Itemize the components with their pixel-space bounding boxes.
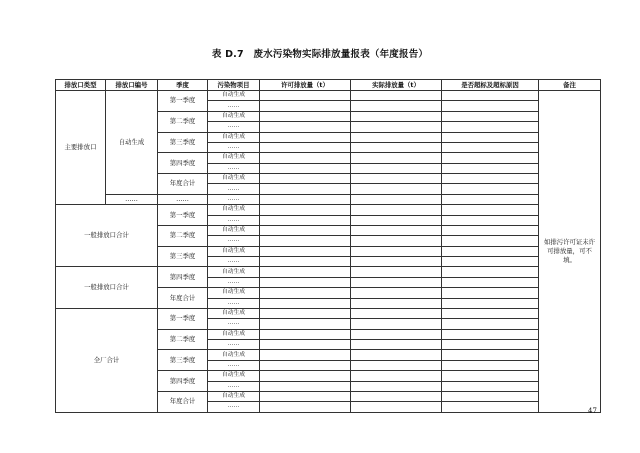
header-pollutant: 污染物项目 bbox=[208, 80, 260, 91]
exceed-cell[interactable] bbox=[442, 184, 539, 194]
permitted-cell[interactable] bbox=[260, 381, 351, 391]
quarter-cell: 第一季度 bbox=[158, 308, 208, 329]
pollutant-cell: …… bbox=[208, 381, 260, 391]
exceed-cell[interactable] bbox=[442, 350, 539, 360]
pollutant-cell: 自动生成 bbox=[208, 153, 260, 163]
permitted-cell[interactable] bbox=[260, 132, 351, 142]
exceed-cell[interactable] bbox=[442, 267, 539, 277]
exceed-cell[interactable] bbox=[442, 101, 539, 111]
pollutant-cell: …… bbox=[208, 122, 260, 132]
permitted-cell[interactable] bbox=[260, 225, 351, 235]
actual-cell[interactable] bbox=[351, 246, 442, 256]
actual-cell[interactable] bbox=[351, 111, 442, 121]
exceed-cell[interactable] bbox=[442, 205, 539, 215]
pollutant-cell: …… bbox=[208, 163, 260, 173]
pollutant-cell: 自动生成 bbox=[208, 205, 260, 215]
permitted-cell[interactable] bbox=[260, 360, 351, 370]
table-title: 表 D.7 废水污染物实际排放量报表（年度报告） bbox=[211, 49, 429, 60]
exceed-cell[interactable] bbox=[442, 215, 539, 225]
table-row bbox=[56, 267, 601, 277]
permitted-cell[interactable] bbox=[260, 91, 351, 101]
exceed-cell[interactable] bbox=[442, 277, 539, 287]
permitted-cell[interactable] bbox=[260, 101, 351, 111]
exceed-cell[interactable] bbox=[442, 308, 539, 318]
table-row bbox=[56, 194, 601, 204]
permitted-cell[interactable] bbox=[260, 205, 351, 215]
exceed-cell[interactable] bbox=[442, 132, 539, 142]
header-outlet-id: 排放口编号 bbox=[106, 80, 158, 91]
pollutant-cell: 自动生成 bbox=[208, 174, 260, 184]
exceed-cell[interactable] bbox=[442, 402, 539, 412]
pollutant-cell: 自动生成 bbox=[208, 91, 260, 101]
pollutant-cell: …… bbox=[208, 277, 260, 287]
emission-report-table bbox=[55, 79, 601, 413]
pollutant-cell: 自动生成 bbox=[208, 350, 260, 360]
quarter-cell: 年度合计 bbox=[158, 288, 208, 309]
exceed-cell[interactable] bbox=[442, 340, 539, 350]
permitted-cell[interactable] bbox=[260, 277, 351, 287]
pollutant-cell: 自动生成 bbox=[208, 308, 260, 318]
actual-cell[interactable] bbox=[351, 402, 442, 412]
section-plant-total: 全厂合计 bbox=[56, 308, 158, 412]
pollutant-cell: …… bbox=[208, 257, 260, 267]
section-general-a: 一般排放口合计 bbox=[56, 205, 158, 267]
pollutant-cell: …… bbox=[208, 298, 260, 308]
permitted-cell[interactable] bbox=[260, 142, 351, 152]
actual-cell[interactable] bbox=[351, 371, 442, 381]
quarter-cell: 第三季度 bbox=[158, 246, 208, 267]
permitted-cell[interactable] bbox=[260, 194, 351, 204]
pollutant-cell: 自动生成 bbox=[208, 267, 260, 277]
quarter-cell: 第一季度 bbox=[158, 205, 208, 226]
exceed-cell[interactable] bbox=[442, 329, 539, 339]
exceed-cell[interactable] bbox=[442, 360, 539, 370]
quarter-cell: 年度合计 bbox=[158, 391, 208, 412]
permitted-cell[interactable] bbox=[260, 402, 351, 412]
actual-cell[interactable] bbox=[351, 360, 442, 370]
outlet-id-auto: 自动生成 bbox=[106, 91, 158, 195]
pollutant-cell: …… bbox=[208, 360, 260, 370]
pollutant-cell: 自动生成 bbox=[208, 391, 260, 401]
pollutant-cell: 自动生成 bbox=[208, 225, 260, 235]
actual-cell[interactable] bbox=[351, 215, 442, 225]
permitted-cell[interactable] bbox=[260, 163, 351, 173]
actual-cell[interactable] bbox=[351, 319, 442, 329]
exceed-cell[interactable] bbox=[442, 153, 539, 163]
table-row bbox=[56, 91, 601, 101]
quarter-cell: 第四季度 bbox=[158, 371, 208, 392]
actual-cell[interactable] bbox=[351, 350, 442, 360]
exceed-cell[interactable] bbox=[442, 381, 539, 391]
actual-cell[interactable] bbox=[351, 298, 442, 308]
header-remarks: 备注 bbox=[539, 80, 601, 91]
exceed-cell[interactable] bbox=[442, 391, 539, 401]
exceed-cell[interactable] bbox=[442, 257, 539, 267]
exceed-cell[interactable] bbox=[442, 288, 539, 298]
quarter-dots: …… bbox=[158, 194, 208, 204]
pollutant-cell: 自动生成 bbox=[208, 246, 260, 256]
actual-cell[interactable] bbox=[351, 381, 442, 391]
actual-cell[interactable] bbox=[351, 308, 442, 318]
section-general-b: 一般排放口合计 bbox=[56, 267, 158, 309]
actual-cell[interactable] bbox=[351, 163, 442, 173]
exceed-cell[interactable] bbox=[442, 319, 539, 329]
actual-cell[interactable] bbox=[351, 184, 442, 194]
actual-cell[interactable] bbox=[351, 225, 442, 235]
quarter-cell: 第三季度 bbox=[158, 132, 208, 153]
actual-cell[interactable] bbox=[351, 340, 442, 350]
permitted-cell[interactable] bbox=[260, 340, 351, 350]
permitted-cell[interactable] bbox=[260, 153, 351, 163]
exceed-cell[interactable] bbox=[442, 298, 539, 308]
permitted-cell[interactable] bbox=[260, 122, 351, 132]
quarter-cell: 第四季度 bbox=[158, 153, 208, 174]
remarks-note: 如排污许可证未许可排放量，可不填。 bbox=[539, 91, 601, 413]
exceed-cell[interactable] bbox=[442, 163, 539, 173]
pollutant-cell: 自动生成 bbox=[208, 132, 260, 142]
permitted-cell[interactable] bbox=[260, 391, 351, 401]
actual-cell[interactable] bbox=[351, 132, 442, 142]
quarter-cell: 第一季度 bbox=[158, 91, 208, 112]
exceed-cell[interactable] bbox=[442, 371, 539, 381]
permitted-cell[interactable] bbox=[260, 215, 351, 225]
exceed-cell[interactable] bbox=[442, 225, 539, 235]
actual-cell[interactable] bbox=[351, 329, 442, 339]
pollutant-cell: …… bbox=[208, 319, 260, 329]
quarter-cell: 年度合计 bbox=[158, 174, 208, 195]
header-actual: 实际排放量（t） bbox=[351, 80, 442, 91]
quarter-cell: 第二季度 bbox=[158, 329, 208, 350]
actual-cell[interactable] bbox=[351, 267, 442, 277]
exceed-cell[interactable] bbox=[442, 91, 539, 101]
header-exceed-reason: 是否超标及超标原因 bbox=[442, 80, 539, 91]
pollutant-cell: …… bbox=[208, 402, 260, 412]
pollutant-cell: 自动生成 bbox=[208, 329, 260, 339]
actual-cell[interactable] bbox=[351, 391, 442, 401]
header-quarter: 季度 bbox=[158, 80, 208, 91]
actual-cell[interactable] bbox=[351, 205, 442, 215]
permitted-cell[interactable] bbox=[260, 298, 351, 308]
pollutant-cell: …… bbox=[208, 184, 260, 194]
outlet-id-dots: …… bbox=[106, 194, 158, 204]
actual-cell[interactable] bbox=[351, 236, 442, 246]
actual-cell[interactable] bbox=[351, 142, 442, 152]
quarter-cell: 第二季度 bbox=[158, 225, 208, 246]
table-row bbox=[56, 205, 601, 215]
actual-cell[interactable] bbox=[351, 101, 442, 111]
page-number: 47 bbox=[588, 407, 597, 415]
header-outlet-type: 排放口类型 bbox=[56, 80, 106, 91]
exceed-cell[interactable] bbox=[442, 122, 539, 132]
permitted-cell[interactable] bbox=[260, 236, 351, 246]
section-main-outlet: 主要排放口 bbox=[56, 91, 106, 205]
permitted-cell[interactable] bbox=[260, 319, 351, 329]
pollutant-cell: …… bbox=[208, 194, 260, 204]
exceed-cell[interactable] bbox=[442, 236, 539, 246]
exceed-cell[interactable] bbox=[442, 111, 539, 121]
pollutant-cell: 自动生成 bbox=[208, 111, 260, 121]
permitted-cell[interactable] bbox=[260, 184, 351, 194]
exceed-cell[interactable] bbox=[442, 194, 539, 204]
pollutant-cell: …… bbox=[208, 101, 260, 111]
permitted-cell[interactable] bbox=[260, 257, 351, 267]
pollutant-cell: …… bbox=[208, 215, 260, 225]
actual-cell[interactable] bbox=[351, 91, 442, 101]
permitted-cell[interactable] bbox=[260, 174, 351, 184]
quarter-cell: 第二季度 bbox=[158, 111, 208, 132]
permitted-cell[interactable] bbox=[260, 308, 351, 318]
table-row bbox=[56, 308, 601, 318]
pollutant-cell: 自动生成 bbox=[208, 288, 260, 298]
actual-cell[interactable] bbox=[351, 174, 442, 184]
pollutant-cell: …… bbox=[208, 142, 260, 152]
pollutant-cell: …… bbox=[208, 340, 260, 350]
permitted-cell[interactable] bbox=[260, 246, 351, 256]
actual-cell[interactable] bbox=[351, 194, 442, 204]
pollutant-cell: 自动生成 bbox=[208, 371, 260, 381]
header-permitted: 许可排放量（t） bbox=[260, 80, 351, 91]
actual-cell[interactable] bbox=[351, 153, 442, 163]
header-row bbox=[56, 80, 601, 91]
actual-cell[interactable] bbox=[351, 257, 442, 267]
actual-cell[interactable] bbox=[351, 277, 442, 287]
quarter-cell: 第四季度 bbox=[158, 267, 208, 288]
permitted-cell[interactable] bbox=[260, 350, 351, 360]
exceed-cell[interactable] bbox=[442, 142, 539, 152]
exceed-cell[interactable] bbox=[442, 246, 539, 256]
quarter-cell: 第三季度 bbox=[158, 350, 208, 371]
actual-cell[interactable] bbox=[351, 122, 442, 132]
permitted-cell[interactable] bbox=[260, 371, 351, 381]
permitted-cell[interactable] bbox=[260, 329, 351, 339]
actual-cell[interactable] bbox=[351, 288, 442, 298]
exceed-cell[interactable] bbox=[442, 174, 539, 184]
permitted-cell[interactable] bbox=[260, 288, 351, 298]
permitted-cell[interactable] bbox=[260, 111, 351, 121]
permitted-cell[interactable] bbox=[260, 267, 351, 277]
pollutant-cell: …… bbox=[208, 236, 260, 246]
